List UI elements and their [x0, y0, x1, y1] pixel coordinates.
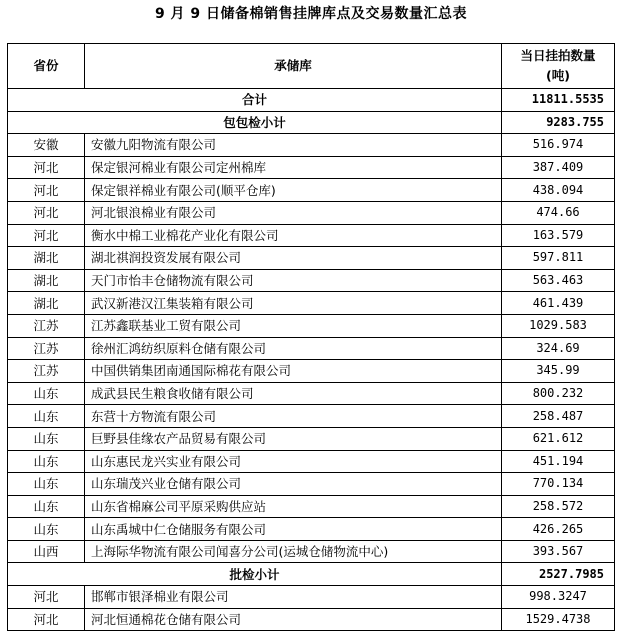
quantity-cell: 324.69 [502, 337, 615, 360]
table-row [8, 269, 615, 292]
table-row [8, 608, 615, 631]
quantity-cell: 258.572 [502, 495, 615, 518]
table-row [8, 473, 615, 496]
table-row [8, 405, 615, 428]
table-row [8, 586, 615, 609]
header-warehouse: 承储库 [85, 44, 502, 89]
quantity-cell: 438.094 [502, 179, 615, 202]
warehouse-cell: 山东禹城中仁仓储服务有限公司 [85, 518, 502, 541]
table-row [8, 292, 615, 315]
province-cell: 山东 [8, 382, 85, 405]
warehouse-cell: 东营十方物流有限公司 [85, 405, 502, 428]
quantity-cell: 1029.583 [502, 314, 615, 337]
table-row [8, 382, 615, 405]
quantity-cell: 597.811 [502, 247, 615, 270]
warehouse-cell: 保定银祥棉业有限公司(顺平仓库) [85, 179, 502, 202]
province-cell: 河北 [8, 179, 85, 202]
province-cell: 河北 [8, 586, 85, 609]
warehouse-cell: 湖北祺润投资发展有限公司 [85, 247, 502, 270]
total-value: 11811.5535 [502, 89, 615, 112]
subtotal-row [8, 111, 615, 134]
quantity-cell: 163.579 [502, 224, 615, 247]
quantity-cell: 393.567 [502, 540, 615, 563]
warehouse-cell: 山东瑞茂兴业仓储有限公司 [85, 473, 502, 496]
quantity-cell: 516.974 [502, 134, 615, 157]
warehouse-cell: 天门市怡丰仓储物流有限公司 [85, 269, 502, 292]
table-row [8, 314, 615, 337]
quantity-cell: 800.232 [502, 382, 615, 405]
subtotal-value: 2527.7985 [502, 563, 615, 586]
page-title: 9 月 9 日储备棉销售挂牌库点及交易数量汇总表 [154, 6, 468, 22]
warehouse-cell: 成武县民生粮食收储有限公司 [85, 382, 502, 405]
table-row [8, 156, 615, 179]
province-cell: 河北 [8, 201, 85, 224]
province-cell: 湖北 [8, 247, 85, 270]
subtotal-row [8, 563, 615, 586]
quantity-cell: 258.487 [502, 405, 615, 428]
table-row [8, 540, 615, 563]
province-cell: 河北 [8, 608, 85, 631]
province-cell: 安徽 [8, 134, 85, 157]
province-cell: 山东 [8, 450, 85, 473]
table-row [8, 179, 615, 202]
warehouse-cell: 江苏鑫联基业工贸有限公司 [85, 314, 502, 337]
province-cell: 山东 [8, 405, 85, 428]
summary-table [7, 43, 615, 631]
warehouse-cell: 山东惠民龙兴实业有限公司 [85, 450, 502, 473]
header-province: 省份 [8, 44, 85, 89]
province-cell: 山西 [8, 540, 85, 563]
quantity-cell: 426.265 [502, 518, 615, 541]
table-row [8, 495, 615, 518]
warehouse-cell: 邯郸市银泽棉业有限公司 [85, 586, 502, 609]
quantity-cell: 770.134 [502, 473, 615, 496]
table-row [8, 337, 615, 360]
province-cell: 湖北 [8, 269, 85, 292]
warehouse-cell: 河北恒通棉花仓储有限公司 [85, 608, 502, 631]
table-row [8, 247, 615, 270]
warehouse-cell: 河北银浪棉业有限公司 [85, 201, 502, 224]
warehouse-cell: 上海际华物流有限公司闻喜分公司(运城仓储物流中心) [85, 540, 502, 563]
table-row [8, 450, 615, 473]
quantity-cell: 474.66 [502, 201, 615, 224]
quantity-cell: 621.612 [502, 427, 615, 450]
warehouse-cell: 巨野县佳缘农产品贸易有限公司 [85, 427, 502, 450]
province-cell: 河北 [8, 224, 85, 247]
warehouse-cell: 山东省棉麻公司平原采购供应站 [85, 495, 502, 518]
table-row [8, 201, 615, 224]
quantity-cell: 998.3247 [502, 586, 615, 609]
table-row [8, 518, 615, 541]
quantity-cell: 345.99 [502, 360, 615, 383]
header-quantity-line2: (吨) [546, 68, 570, 83]
warehouse-cell: 安徽九阳物流有限公司 [85, 134, 502, 157]
warehouse-cell: 中国供销集团南通国际棉花有限公司 [85, 360, 502, 383]
subtotal-label: 包包检小计 [8, 111, 502, 134]
subtotal-value: 9283.755 [502, 111, 615, 134]
province-cell: 山东 [8, 495, 85, 518]
province-cell: 河北 [8, 156, 85, 179]
table-row [8, 427, 615, 450]
warehouse-cell: 武汉新港汉江集装箱有限公司 [85, 292, 502, 315]
header-quantity-line1: 当日挂拍数量 [520, 48, 596, 63]
quantity-cell: 387.409 [502, 156, 615, 179]
warehouse-cell: 徐州汇鸿纺织原料仓储有限公司 [85, 337, 502, 360]
quantity-cell: 1529.4738 [502, 608, 615, 631]
province-cell: 山东 [8, 518, 85, 541]
province-cell: 江苏 [8, 314, 85, 337]
province-cell: 湖北 [8, 292, 85, 315]
table-row [8, 134, 615, 157]
province-cell: 山东 [8, 473, 85, 496]
header-row [8, 44, 615, 89]
total-label: 合计 [8, 89, 502, 112]
warehouse-cell: 衡水中棉工业棉花产业化有限公司 [85, 224, 502, 247]
province-cell: 山东 [8, 427, 85, 450]
province-cell: 江苏 [8, 337, 85, 360]
quantity-cell: 461.439 [502, 292, 615, 315]
warehouse-cell: 保定银河棉业有限公司定州棉库 [85, 156, 502, 179]
quantity-cell: 451.194 [502, 450, 615, 473]
quantity-cell: 563.463 [502, 269, 615, 292]
total-row [8, 89, 615, 112]
header-quantity [502, 44, 615, 89]
province-cell: 江苏 [8, 360, 85, 383]
table-row [8, 224, 615, 247]
subtotal-label: 批检小计 [8, 563, 502, 586]
table-row [8, 360, 615, 383]
